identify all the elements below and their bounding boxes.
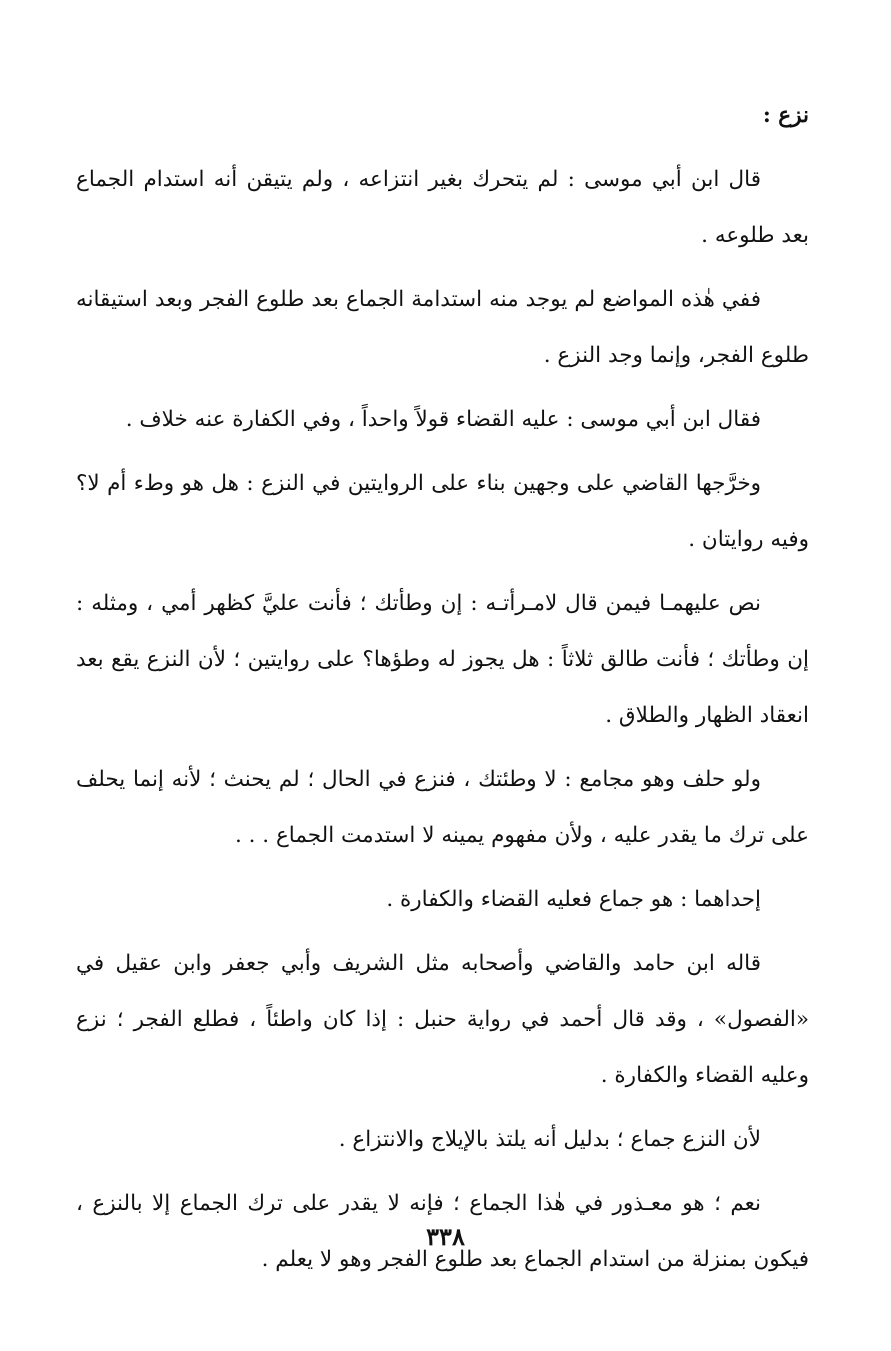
section-heading: نزع : bbox=[762, 103, 809, 128]
body-text bbox=[76, 88, 809, 1296]
paragraph: فقال ابن أبي موسى : عليه القضاء قولاً واحداً ، وفي الكفارة عنه خلاف . bbox=[125, 407, 761, 432]
paragraph: وخرَّجها القاضي على وجهين بناء على الروايتين في النزع : هل هو وطء أم لا؟ وفيه روايتان . bbox=[76, 471, 809, 552]
paragraph: إحداهما : هو جماع فعليه القضاء والكفارة . bbox=[386, 887, 761, 912]
paragraph: لأن النزع جماع ؛ بدليل أنه يلتذ بالإيلاج والانتزاع . bbox=[338, 1127, 761, 1152]
paragraph: قال ابن أبي موسى : لم يتحرك بغير انتزاعه ، ولم يتيقن أنه استدام الجماع بعد طلوعه . bbox=[76, 167, 809, 248]
page-number: ٣٣٨ bbox=[426, 1222, 465, 1251]
paragraph: نعم ؛ هو معـذور في هٰذا الجماع ؛ فإنه لا يقدر على ترك الجماع إلا بالنزع ، فيكون بمنزلة من استدام الجماع بعد طلوع الفجر وهو لا يعلم . bbox=[76, 1191, 809, 1272]
paragraph: نص عليهمـا فيمن قال لامـرأتـه : إن وطأتك ؛ فأنت عليَّ كظهر أمي ، ومثله : إن وطأتك ؛ فأنت طالق ثلاثاً : هل يجوز له وطؤها؟ على روايتين ؛ لأن النزع يقع بعد انعقاد الظهار والطلاق . bbox=[76, 591, 809, 728]
paragraph: ولو حلف وهو مجامع : لا وطئتك ، فنزع في الحال ؛ لم يحنث ؛ لأنه إنما يحلف على ترك ما يقدر عليه ، ولأن مفهوم يمينه لا استدمت الجماع . . . bbox=[76, 767, 809, 848]
paragraph: ففي هٰذه المواضع لم يوجد منه استدامة الجماع بعد طلوع الفجر وبعد استيقانه طلوع الفجر، وإنما وجد النزع . bbox=[76, 287, 809, 368]
paragraph: قاله ابن حامد والقاضي وأصحابه مثل الشريف وأبي جعفر وابن عقيل في «الفصول» ، وقد قال أحمد في رواية حنبل : إذا كان واطئاً ، فطلع الفجر ؛ نزع وعليه القضاء والكفارة . bbox=[76, 951, 809, 1088]
